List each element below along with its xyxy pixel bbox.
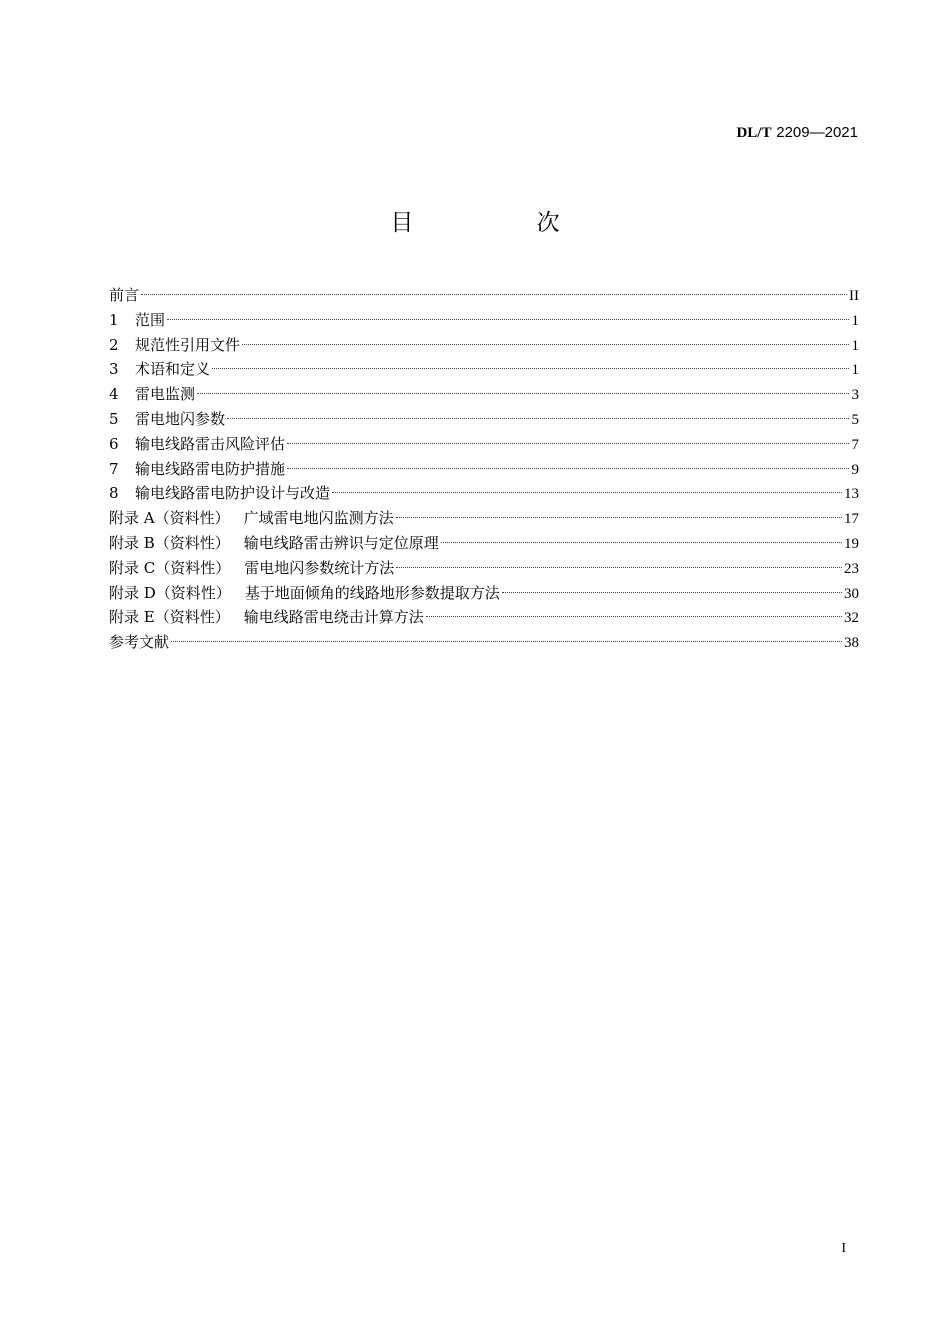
toc-entry-page: 3 bbox=[851, 387, 859, 404]
toc-entry-number: 7 bbox=[109, 459, 119, 478]
toc-entry[interactable] bbox=[109, 531, 859, 556]
toc-entry-title: 输电线路雷击辨识与定位原理 bbox=[243, 533, 439, 552]
dot-leader bbox=[502, 592, 842, 593]
toc-entry-annex-prefix: 附录 B（资料性） bbox=[109, 533, 230, 552]
toc-entry[interactable] bbox=[109, 581, 859, 606]
dot-leader bbox=[287, 443, 849, 444]
toc-entry-title: 输电线路雷电防护措施 bbox=[135, 459, 286, 478]
dot-leader bbox=[242, 344, 849, 345]
toc-entry-page: 13 bbox=[844, 486, 859, 503]
toc-entry-page: 32 bbox=[844, 610, 859, 627]
toc-entry-number: 3 bbox=[109, 360, 119, 379]
toc-entry-title: 范围 bbox=[135, 310, 166, 329]
table-of-contents bbox=[109, 283, 859, 655]
toc-entry-title: 输电线路雷电防护设计与改造 bbox=[135, 484, 331, 503]
toc-entry-title: 输电线路雷电绕击计算方法 bbox=[243, 608, 424, 627]
dot-leader bbox=[396, 567, 842, 568]
toc-entry-page: 7 bbox=[851, 436, 859, 453]
toc-entry[interactable] bbox=[109, 556, 859, 581]
toc-entry-page: 38 bbox=[844, 635, 859, 652]
toc-entry-number: 4 bbox=[109, 385, 119, 404]
toc-entry-number: 2 bbox=[109, 335, 119, 354]
toc-entry-title: 雷电地闪参数统计方法 bbox=[244, 558, 395, 577]
toc-entry[interactable] bbox=[109, 357, 859, 382]
toc-entry-page: 1 bbox=[851, 337, 859, 354]
toc-entry-title: 术语和定义 bbox=[135, 360, 211, 379]
toc-entry-number: 6 bbox=[109, 434, 119, 453]
toc-entry[interactable] bbox=[109, 605, 859, 630]
toc-entry-title: 前言 bbox=[109, 286, 140, 304]
toc-entry[interactable] bbox=[109, 283, 859, 308]
toc-entry-title: 规范性引用文件 bbox=[135, 335, 241, 354]
toc-entry-page: 1 bbox=[851, 312, 859, 329]
dot-leader bbox=[287, 468, 849, 469]
toc-entry-number: 8 bbox=[109, 484, 119, 503]
toc-entry-number: 1 bbox=[109, 310, 119, 329]
page-number: I bbox=[841, 1241, 846, 1256]
toc-entry-title: 输电线路雷击风险评估 bbox=[135, 434, 286, 453]
toc-entry-page: 1 bbox=[851, 362, 859, 379]
toc-entry-page: 5 bbox=[851, 411, 859, 428]
toc-entry-title: 雷电地闪参数 bbox=[135, 409, 226, 428]
toc-entry[interactable] bbox=[109, 308, 859, 333]
dot-leader bbox=[212, 368, 849, 369]
toc-entry-page: 19 bbox=[844, 535, 859, 552]
dot-leader bbox=[141, 294, 847, 295]
toc-entry[interactable] bbox=[109, 630, 859, 655]
toc-entry[interactable] bbox=[109, 382, 859, 407]
page-title: 目 次 bbox=[390, 210, 618, 236]
toc-entry-title: 参考文献 bbox=[109, 633, 170, 652]
dot-leader bbox=[396, 517, 842, 518]
toc-entry-page: 23 bbox=[844, 560, 859, 577]
toc-entry[interactable] bbox=[109, 407, 859, 432]
toc-entry[interactable] bbox=[109, 333, 859, 358]
toc-entry[interactable] bbox=[109, 506, 859, 531]
dot-leader bbox=[332, 492, 842, 493]
toc-entry[interactable] bbox=[109, 481, 859, 506]
toc-entry[interactable] bbox=[109, 457, 859, 482]
dot-leader bbox=[441, 542, 842, 543]
toc-entry-annex-prefix: 附录 C（资料性） bbox=[109, 558, 231, 577]
toc-entry-title: 基于地面倾角的线路地形参数提取方法 bbox=[244, 583, 500, 602]
dot-leader bbox=[426, 616, 842, 617]
dot-leader bbox=[171, 641, 842, 642]
toc-entry-annex-prefix: 附录 A（资料性） bbox=[109, 509, 230, 528]
toc-entry-page: 17 bbox=[844, 511, 859, 528]
toc-entry-title: 雷电监测 bbox=[135, 385, 196, 404]
toc-entry-title: 广域雷电地闪监测方法 bbox=[243, 509, 394, 528]
dot-leader bbox=[197, 393, 849, 394]
toc-entry-page: 30 bbox=[844, 585, 859, 602]
dot-leader bbox=[167, 319, 849, 320]
toc-entry[interactable] bbox=[109, 432, 859, 457]
toc-entry-annex-prefix: 附录 D（资料性） bbox=[109, 583, 231, 602]
toc-entry-number: 5 bbox=[109, 409, 119, 428]
dot-leader bbox=[227, 418, 849, 419]
standard-code bbox=[736, 123, 858, 142]
toc-entry-annex-prefix: 附录 E（资料性） bbox=[109, 608, 230, 627]
standard-number: 2209—2021 bbox=[776, 124, 858, 141]
standard-prefix: DL/T bbox=[736, 125, 772, 141]
toc-entry-page: II bbox=[849, 288, 859, 304]
toc-entry-page: 9 bbox=[851, 461, 859, 478]
